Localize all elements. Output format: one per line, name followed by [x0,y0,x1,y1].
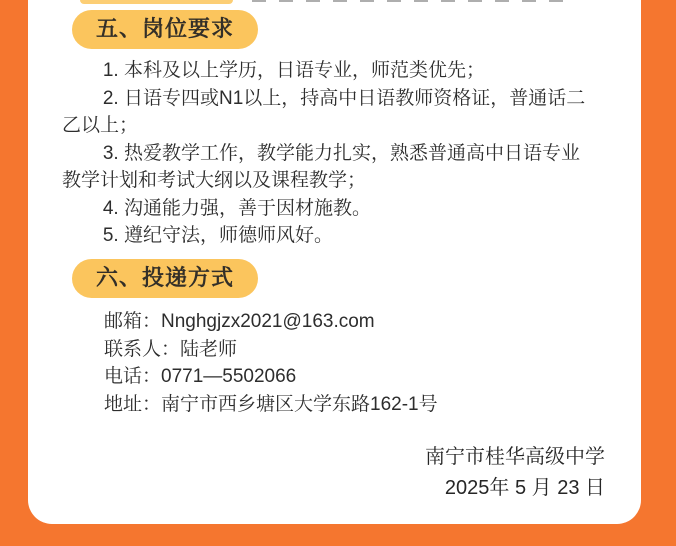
requirement-item: 3. 热爱教学工作，教学能力扎实，熟悉普通高中日语专业教学计划和考试大纲以及课程教学； [62,142,580,191]
requirements-list [62,57,590,250]
contact-address-line: 地址：南宁市西乡塘区大学东路162-1号 [104,393,438,415]
contact-person-line: 联系人：陆老师 [104,338,238,360]
requirement-item: 2. 日语专四或N1以上，持高中日语教师资格证，普通话二乙以上； [62,87,586,136]
cropped-previous-badge-remnant [80,0,233,4]
requirement-item: 4. 沟通能力强，善于因材施教。 [102,197,371,219]
section-badge-requirements: 五、岗位要求 [72,10,258,49]
contact-email-line: 邮箱：Nnghgjzx2021@163.com [104,311,375,332]
cropped-previous-text-remnant [252,0,564,2]
requirement-item: 5. 遵纪守法，师德师风好。 [102,225,333,246]
requirement-item: 1. 本科及以上学历，日语专业，师范类优先； [102,60,485,81]
signature-date: 2025年 5 月 23 日 [444,477,605,499]
signature-organization: 南宁市桂华高级中学 [425,446,605,468]
content-card [28,0,641,524]
contact-block [104,308,438,418]
section-badge-application: 六、投递方式 [72,259,258,298]
signature-block [62,442,605,504]
contact-phone-line: 电话：0771—5502066 [104,366,297,387]
